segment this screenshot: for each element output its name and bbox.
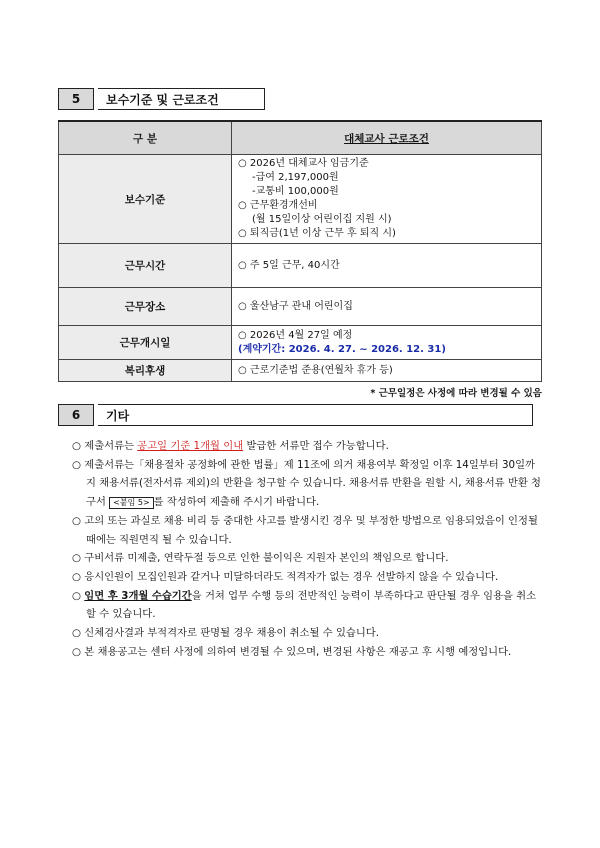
item-text: ○ 제출서류는 <box>72 440 138 452</box>
list-item <box>72 437 542 456</box>
row-value-start <box>232 326 542 360</box>
list-item <box>72 456 542 512</box>
start-date: ○ 2026년 4월 27일 예정 <box>238 329 353 341</box>
attachment-tag: <붙임 5> <box>109 497 154 509</box>
list-item: ○ 고의 또는 과실로 채용 비리 등 중대한 사고를 발생시킨 경우 및 부정한 방법으로 임용되었음이 인정될 때에는 직원면직 될 수 있습니다. <box>72 514 538 546</box>
section-number: 6 <box>58 404 94 426</box>
table-header-category: 구 분 <box>59 121 232 155</box>
table-row <box>59 244 542 288</box>
pay-line: -교통비 100,000원 <box>252 186 339 197</box>
table-row <box>59 288 542 326</box>
table-row <box>59 155 542 244</box>
table-header-conditions: 대체교사 근로조건 <box>232 121 542 155</box>
deadline-highlight: 공고일 기준 1개월 이내 <box>137 440 244 452</box>
notice-list <box>72 437 542 661</box>
row-label-welfare: 복리후생 <box>59 360 232 382</box>
row-label-hours: 근무시간 <box>59 244 232 288</box>
section-title: 보수기준 및 근로조건 <box>98 88 265 110</box>
list-item: ○ 신체검사결과 부적격자로 판명될 경우 채용이 취소될 수 있습니다. <box>72 627 380 640</box>
list-item: ○ 응시인원이 모집인원과 같거나 미달하더라도 적격자가 없는 경우 선발하지 않을 수 있습니다. <box>72 570 499 583</box>
schedule-note: * 근무일정은 사정에 따라 변경될 수 있음 <box>370 388 542 399</box>
row-label-pay: 보수기준 <box>59 155 232 244</box>
item-text: ○ <box>72 589 85 602</box>
pay-line: ○ 2026년 대체교사 임금기준 <box>238 158 369 169</box>
row-value-hours: ○ 주 5일 근무, 40시간 <box>232 244 542 288</box>
pay-line: ○ 근무환경개선비 <box>238 200 318 211</box>
row-label-place: 근무장소 <box>59 288 232 326</box>
item-text: 를 작성하여 제출해 주시기 바랍니다. <box>153 496 320 509</box>
list-item: ○ 구비서류 미제출, 연락두절 등으로 인한 불이익은 지원자 본인의 책임으로 합니다. <box>72 552 449 565</box>
working-conditions-table <box>58 120 542 382</box>
item-text: 발급한 서류만 접수 가능합니다. <box>243 440 389 452</box>
row-value-place: ○ 울산남구 관내 어린이집 <box>232 288 542 326</box>
table-row <box>59 360 542 382</box>
row-value-pay <box>232 155 542 244</box>
list-item <box>72 587 542 624</box>
probation-highlight: 임면 후 3개월 수습기간 <box>84 589 192 602</box>
pay-line: (월 15일이상 어린이집 지원 시) <box>252 214 392 225</box>
item-text: 을 거쳐 업무 수행 등의 전반적인 능력이 부족하다고 판단될 경우 임용을 취소할 수 있습니다. <box>86 589 537 621</box>
section-6-header <box>58 404 533 426</box>
pay-line: -급여 2,197,000원 <box>252 172 339 183</box>
list-item: ○ 본 채용공고는 센터 사정에 의하여 변경될 수 있으며, 변경된 사항은 재공고 후 시행 예정입니다. <box>72 645 512 658</box>
table-row <box>59 326 542 360</box>
section-title: 기타 <box>98 404 533 426</box>
contract-period: (계약기간: 2026. 4. 27. ~ 2026. 12. 31) <box>238 343 446 355</box>
row-label-start: 근무개시일 <box>59 326 232 360</box>
pay-line: ○ 퇴직금(1년 이상 근무 후 퇴직 시) <box>238 228 396 239</box>
section-number: 5 <box>58 88 94 110</box>
row-value-welfare: ○ 근로기준법 준용(연월차 휴가 등) <box>232 360 542 382</box>
item-text: ○ 제출서류는「채용절차 공정화에 관한 법률」제 11조에 의거 채용여부 확정일 이후 14일부터 30일까지 채용서류(전자서류 제외)의 반환을 청구할 수 있습니다. 채용서류 반환을 원할 시, 채용서류 반환 청구서 <box>72 458 541 509</box>
section-5-header <box>58 88 265 110</box>
